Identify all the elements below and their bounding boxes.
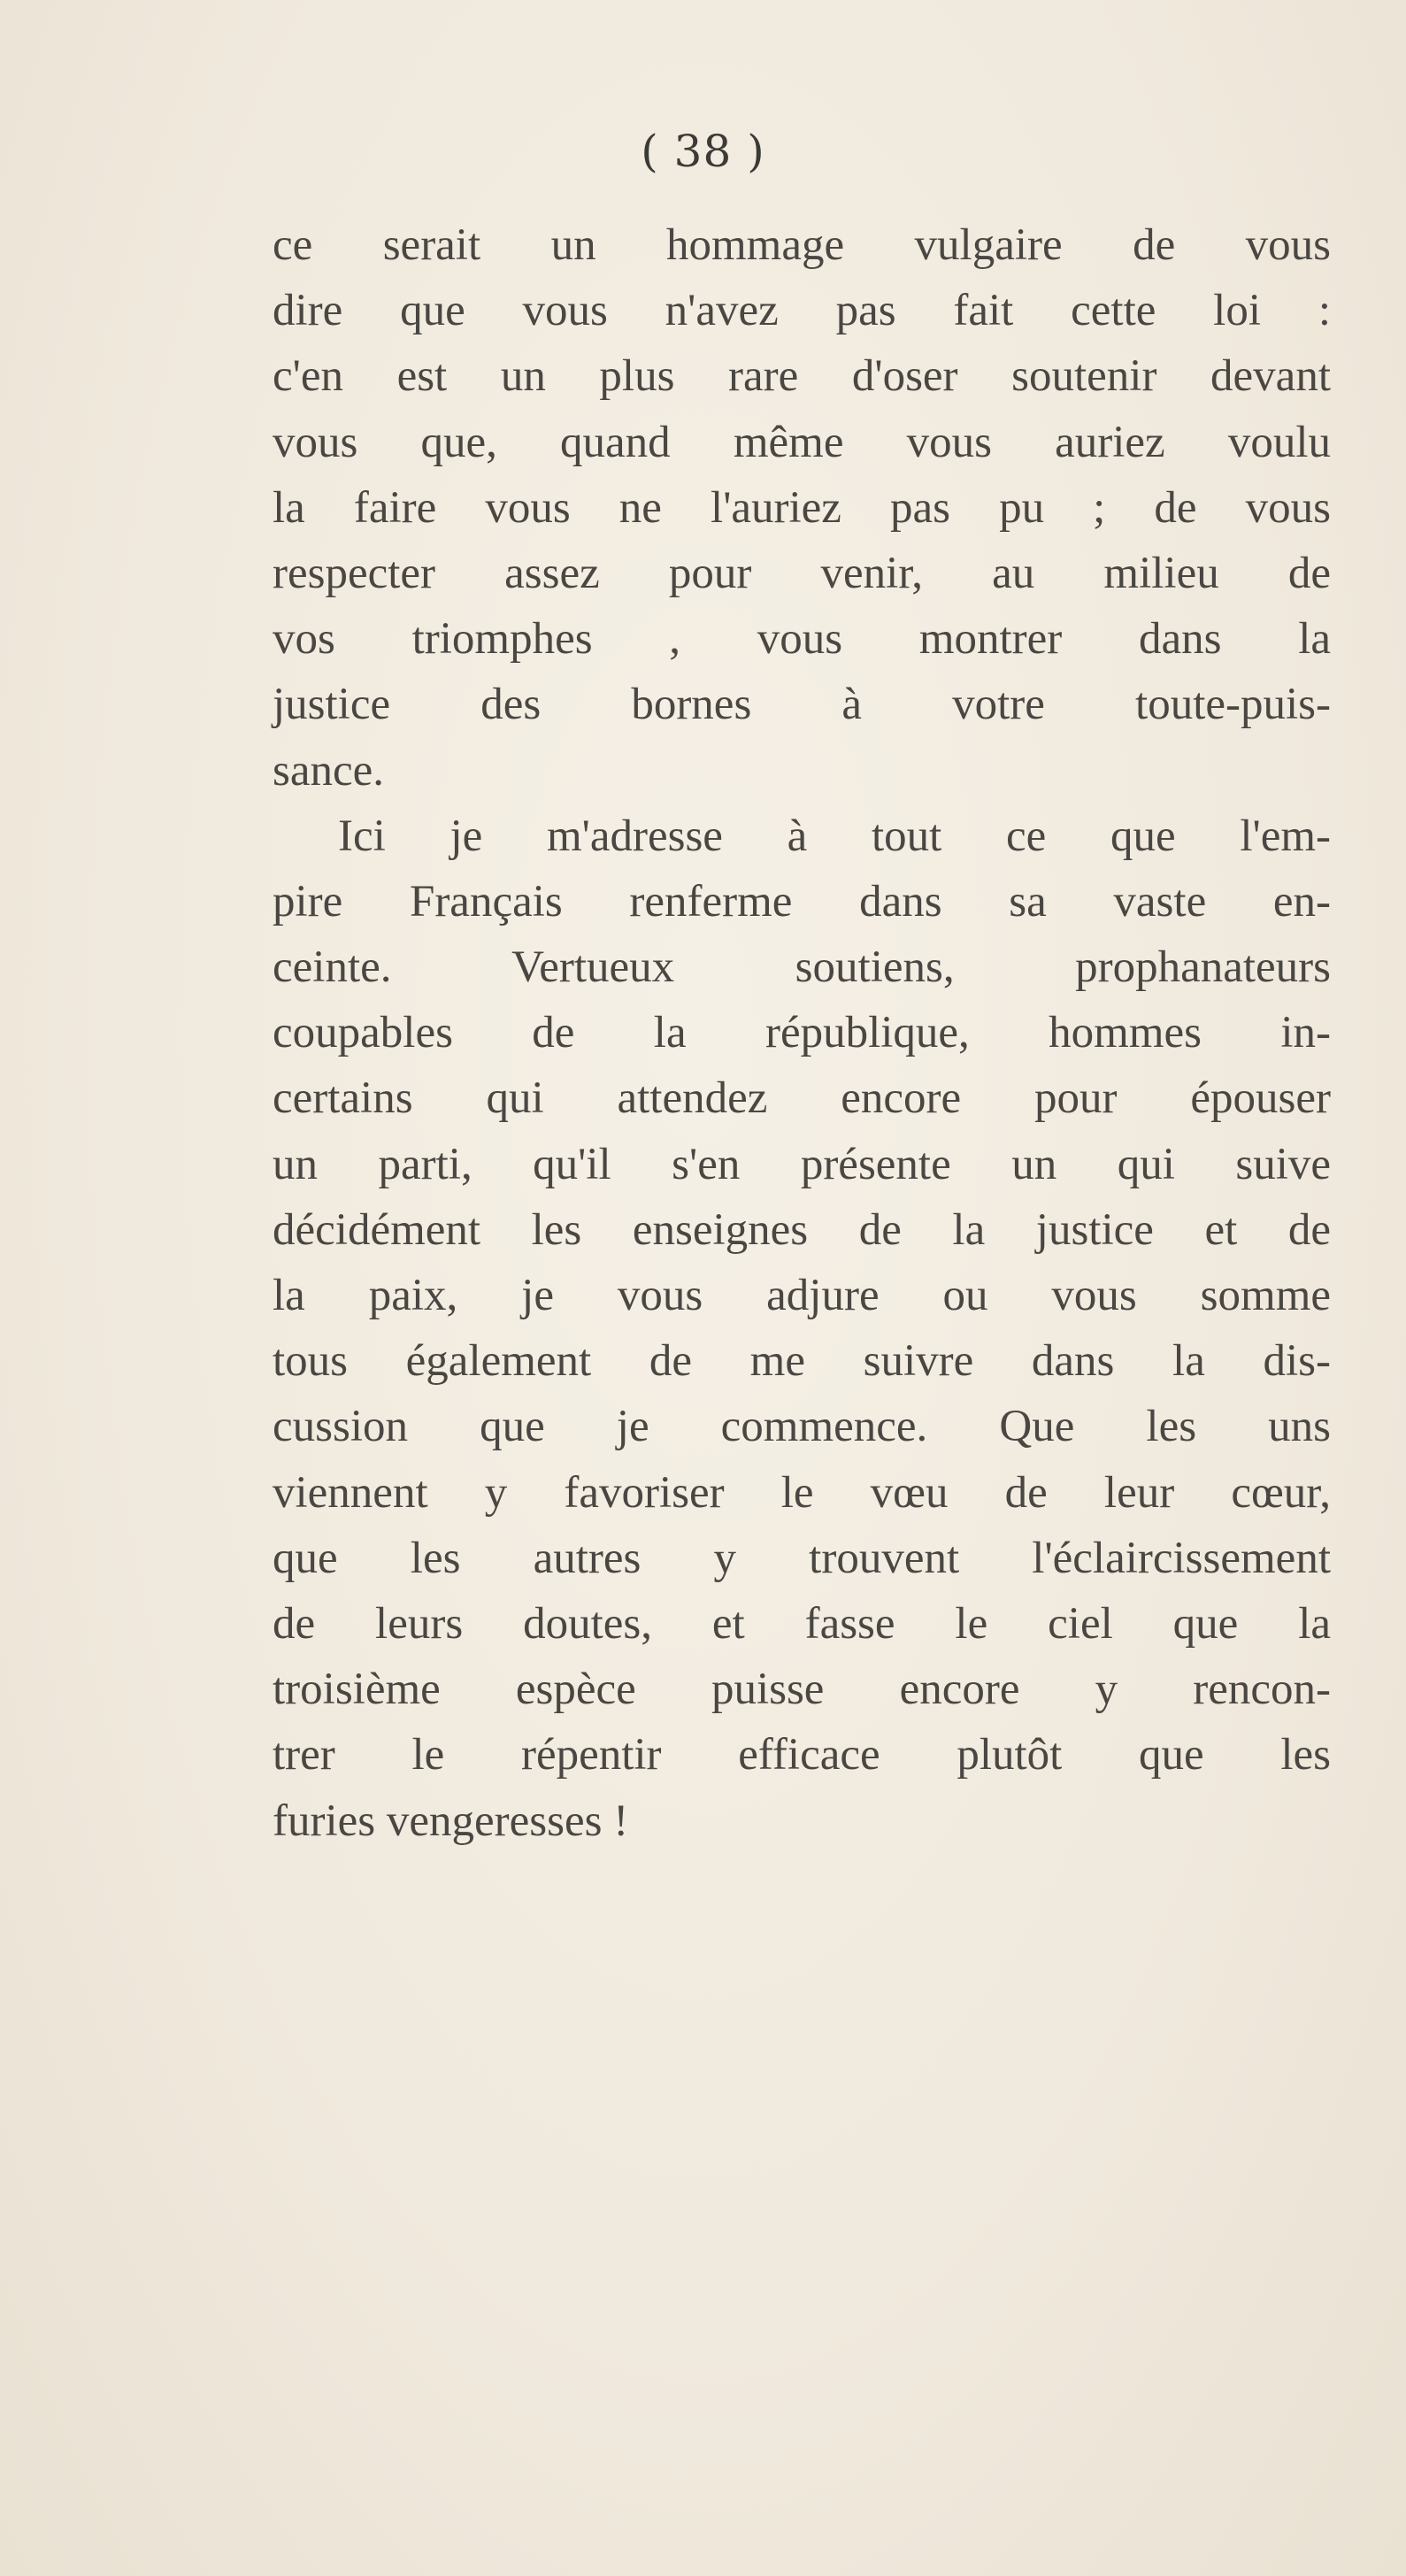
text-line: de leurs doutes, et fasse le ciel que la (273, 1598, 1331, 1649)
text-line: viennent y favoriser le vœu de leur cœur, (273, 1467, 1331, 1518)
text-line: cussion que je commence. Que les uns (273, 1402, 1331, 1452)
text-line: tous également de me suivre dans la dis- (273, 1336, 1331, 1387)
text-line: la paix, je vous adjure ou vous somme (273, 1271, 1331, 1320)
text-line: vos triomphes , vous montrer dans la (273, 614, 1331, 665)
text-line: ce serait un hommage vulgaire de vous (273, 220, 1331, 270)
text-line: un parti, qu'il s'en présente un qui suive (273, 1139, 1331, 1189)
text-line: pire Français renferme dans sa vaste en- (273, 876, 1331, 927)
text-line: ceinte. Vertueux soutiens, prophanateurs (273, 942, 1331, 993)
text-line: coupables de la république, hommes in- (273, 1008, 1331, 1058)
text-line: c'en est un plus rare d'oser soutenir devant (273, 351, 1331, 402)
text-line: la faire vous ne l'auriez pas pu ; de vous (273, 482, 1331, 533)
page-number: ( 38 ) (641, 126, 765, 177)
text-line: respecter assez pour venir, au milieu de (273, 548, 1331, 598)
paragraph-end-line: sance. (273, 745, 385, 796)
text-line: vous que, quand même vous auriez voulu (273, 417, 1331, 467)
text-line: décidément les enseignes de la justice et de (273, 1204, 1331, 1255)
text-line: que les autres y trouvent l'éclaircissement (273, 1533, 1331, 1583)
body-text (273, 212, 1331, 1854)
text-line: trer le répentir efficace plutôt que les (273, 1730, 1331, 1780)
text-line: justice des bornes à votre toute-puis- (273, 680, 1331, 730)
paragraph-end-line: furies vengeresses ! (273, 1796, 629, 1846)
text-line: troisième espèce puisse encore y rencon- (273, 1665, 1331, 1715)
text-line: dire que vous n'avez pas fait cette loi : (273, 286, 1331, 336)
text-line: certains qui attendez encore pour épouser (273, 1073, 1331, 1124)
paragraph-start-line: Ici je m'adresse à tout ce que l'em- (338, 811, 1331, 861)
